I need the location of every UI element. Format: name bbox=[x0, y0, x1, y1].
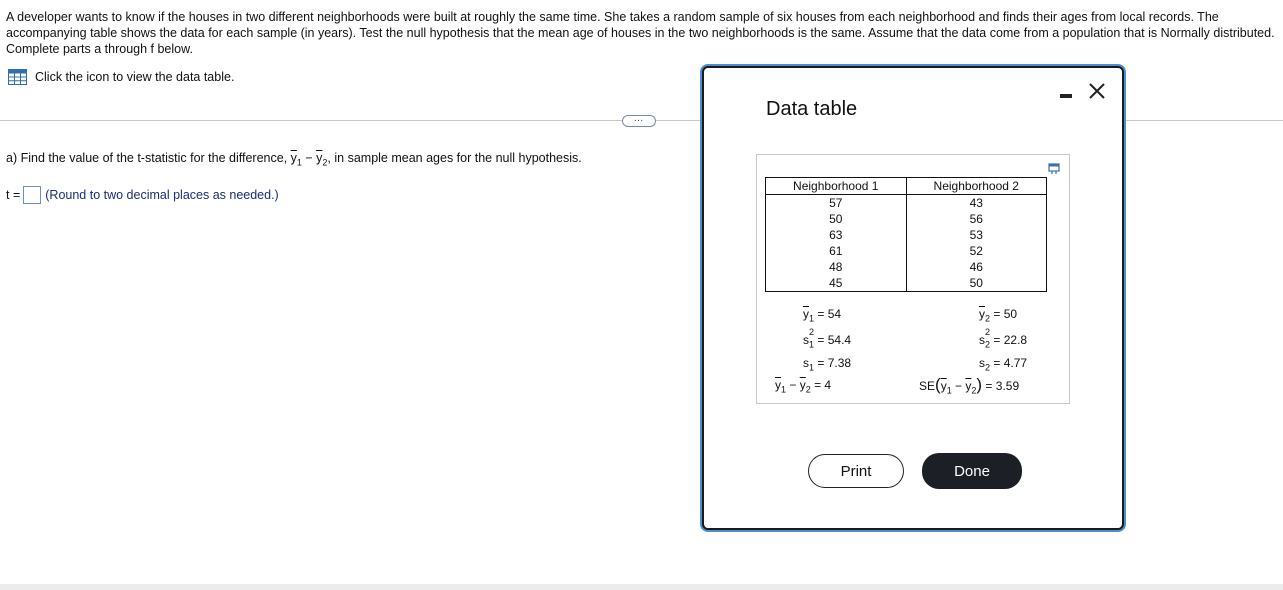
data-table-dialog bbox=[702, 66, 1124, 530]
data-table-link-label[interactable]: Click the icon to view the data table. bbox=[35, 70, 235, 84]
cell: 45 bbox=[766, 275, 907, 292]
cell: 61 bbox=[766, 243, 907, 259]
cell: 53 bbox=[906, 227, 1047, 243]
table-row bbox=[766, 195, 1047, 212]
table-row bbox=[766, 227, 1047, 243]
cell: 46 bbox=[906, 259, 1047, 275]
stat-s2: $s_2 = 4.77$ bbox=[979, 356, 1028, 373]
bottom-bar bbox=[0, 584, 1283, 590]
stat-s1-squared: $s_1^2 = 54.4$ bbox=[803, 327, 852, 350]
data-table bbox=[765, 177, 1047, 292]
table-row bbox=[766, 259, 1047, 275]
expand-more-button[interactable]: … bbox=[622, 115, 656, 127]
cell: 63 bbox=[766, 227, 907, 243]
stat-s1: $s_1 = 7.38$ bbox=[803, 356, 852, 373]
table-row bbox=[766, 243, 1047, 259]
cell: 48 bbox=[766, 259, 907, 275]
header-neighborhood-1: Neighborhood 1 bbox=[766, 178, 907, 195]
data-table-link[interactable] bbox=[8, 69, 234, 85]
header-neighborhood-2: Neighborhood 2 bbox=[906, 178, 1047, 195]
t-statistic-input[interactable] bbox=[23, 186, 41, 204]
question-a-suffix: in sample mean ages for the null hypothesis. bbox=[330, 151, 582, 165]
stat-standard-error: $SE(\overline{y}_1 - \overline{y}_2) = 3.59$ bbox=[919, 375, 1020, 396]
cell: 52 bbox=[906, 243, 1047, 259]
answer-label: t = bbox=[6, 188, 21, 202]
question-a: a) Find the value of the t-statistic for the difference, $\overline{y}_1 - \overline{y}_2$, in sample mean ages for the null hypothesis. bbox=[6, 151, 582, 168]
round-note: (Round to two decimal places as needed.) bbox=[45, 188, 279, 202]
minimize-icon[interactable] bbox=[1060, 94, 1072, 98]
stat-mean-diff: $\overline{y}_1 - \overline{y}_2 = 4$ bbox=[775, 378, 832, 395]
stat-ybar2: $\overline{y}_2 = 50$ bbox=[979, 307, 1018, 324]
ybar1-symbol: $\overline{y}$ bbox=[290, 151, 297, 165]
table-row bbox=[766, 211, 1047, 227]
problem-intro: A developer wants to know if the houses in two different neighborhoods were built at roughly the same time. She takes a random sample of six houses from each neighborhood and finds their ages from local records. The accompanying table shows the data for each sample (in years). Test the null hypothesis that the mean age of houses in the two neighborhoods is the same. Assume that the data come from a population that is Normally distributed. Complete parts a through f below. bbox=[6, 10, 1275, 56]
done-button[interactable]: Done bbox=[922, 453, 1022, 489]
cell: 43 bbox=[906, 195, 1047, 212]
question-a-prefix: a) Find the value of the t-statistic for the difference, bbox=[6, 151, 291, 165]
table-row bbox=[766, 275, 1047, 292]
cell: 50 bbox=[906, 275, 1047, 292]
stat-s2-squared: $s_2^2 = 22.8$ bbox=[979, 327, 1028, 350]
answer-row bbox=[6, 186, 279, 204]
table-icon[interactable] bbox=[8, 69, 27, 85]
close-icon[interactable] bbox=[1088, 82, 1106, 100]
stat-ybar1: $\overline{y}_1 = 54$ bbox=[803, 307, 842, 324]
dialog-title: Data table bbox=[766, 98, 858, 120]
print-button[interactable]: Print bbox=[808, 454, 904, 488]
data-table-box bbox=[756, 154, 1070, 404]
cell: 56 bbox=[906, 211, 1047, 227]
cell: 50 bbox=[766, 211, 907, 227]
cell: 57 bbox=[766, 195, 907, 212]
